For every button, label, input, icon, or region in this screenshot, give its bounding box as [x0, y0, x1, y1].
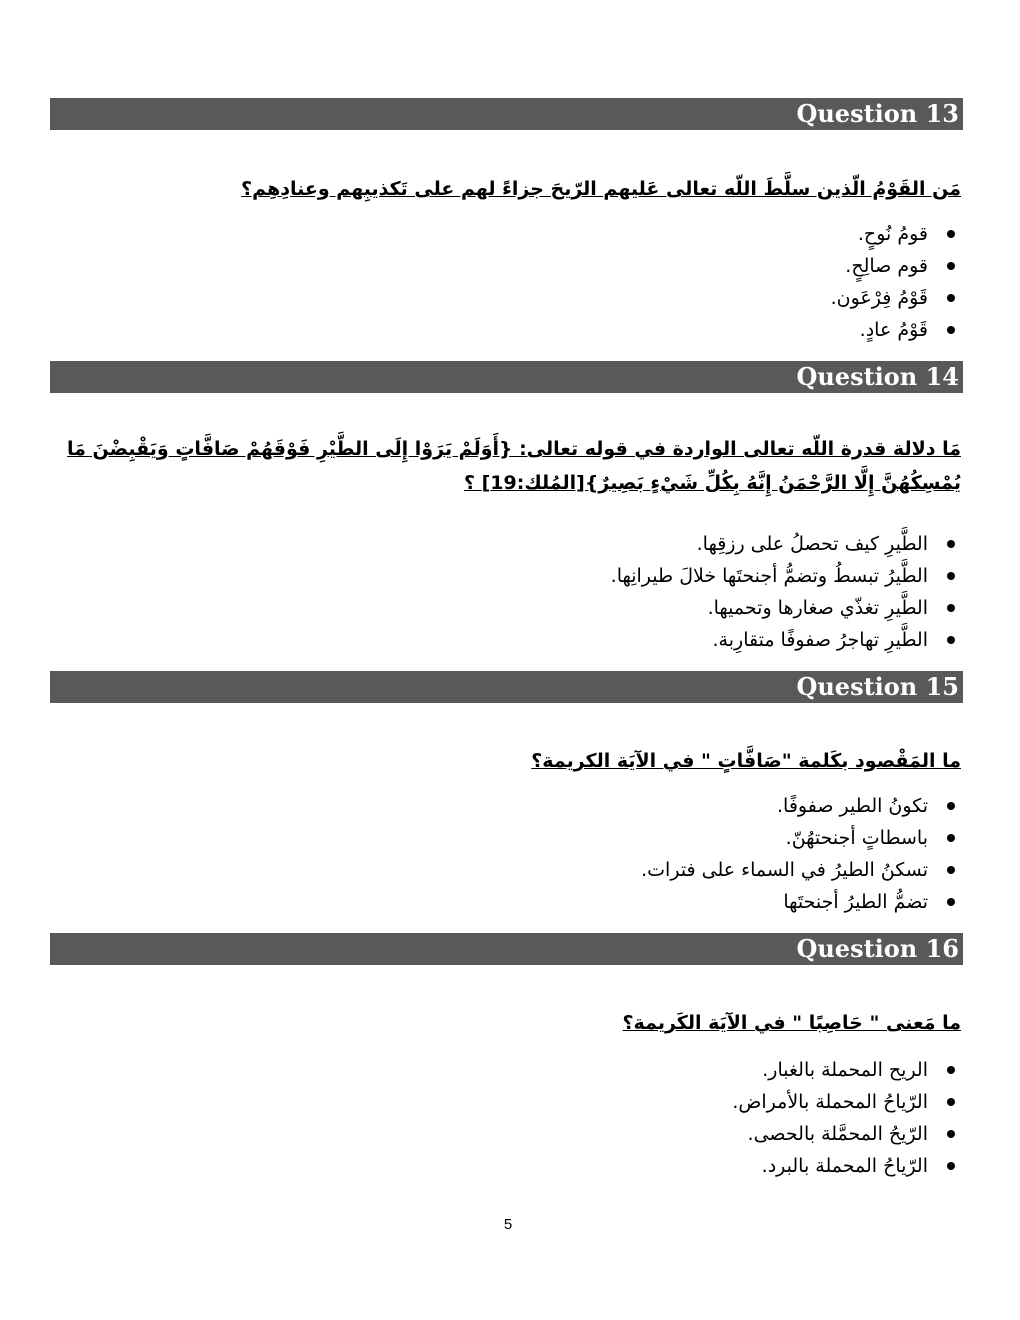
option [228, 854, 928, 886]
option-text: قوم صالِحٍ. [845, 255, 928, 277]
option [228, 1086, 928, 1118]
question-15-prompt [50, 744, 961, 778]
bullet-icon [947, 1066, 955, 1074]
option-text: الطَّيرِ كيف تحصلُ على رزقِها. [696, 533, 928, 555]
question-16-options [228, 1054, 928, 1182]
option-text: الرّياحُ المحملة بالأمراض. [732, 1091, 928, 1113]
option-text: تضمُّ الطيرُ أجنحتَها [783, 891, 928, 913]
bullet-icon [947, 326, 955, 334]
question-14-options [228, 528, 928, 656]
bullet-icon [947, 604, 955, 612]
page-number: 5 [503, 1216, 513, 1233]
option [228, 1054, 928, 1086]
question-13-prompt [50, 172, 961, 206]
option-text: قَوْمُ عادٍ. [859, 319, 928, 341]
question-15-options [228, 790, 928, 918]
option-text: الطَّيرُ تبسطُ وتضمُّ أجنحتَها خلالَ طيرانِها. [610, 565, 928, 587]
bullet-icon [947, 294, 955, 302]
bullet-icon [947, 866, 955, 874]
option [228, 282, 928, 314]
option-text: تكونُ الطير صفوفًا. [777, 795, 928, 817]
question-13-header: Question 13 [50, 98, 963, 130]
option-text: الطَّيرِ تهاجرُ صفوفًا متقارِبة. [712, 629, 928, 651]
question-15-header: Question 15 [50, 671, 963, 703]
question-16-prompt-text: ما مَعنى " حَاصِبًا " في الآيَة الكَريمة؟ [622, 1012, 961, 1034]
option [228, 822, 928, 854]
question-14-prompt [50, 432, 961, 500]
option [228, 886, 928, 918]
bullet-icon [947, 1098, 955, 1106]
option [228, 218, 928, 250]
option-text: قَوْمُ فِرْعَون. [830, 287, 928, 309]
option-text: الرّيحُ المحمَّلة بالحصى. [747, 1123, 928, 1145]
bullet-icon [947, 834, 955, 842]
option [228, 592, 928, 624]
option-text: قومُ نُوحٍ. [857, 223, 928, 245]
option [228, 1150, 928, 1182]
bullet-icon [947, 230, 955, 238]
option [228, 314, 928, 346]
option [228, 528, 928, 560]
question-16-header: Question 16 [50, 933, 963, 965]
question-13-prompt-text: مَن القَوْمُ الّذين سلَّطَ اللّه تعالى عَليهم الرّيحَ جزاءً لهم على تَكذيبِهم وعنادِهِم؟ [241, 178, 961, 200]
option [228, 560, 928, 592]
bullet-icon [947, 1162, 955, 1170]
question-14-prompt-text: مَا دلالة قدرة اللّه تعالى الواردة في قوله تعالى: {أَوَلَمْ يَرَوْا إِلَى الطَّيْرِ فَوْقَهُمْ صَافَّاتٍ وَيَقْبِضْنَ مَا يُمْسِكُهُنَّ إِلَّا الرَّحْمَنُ إِنَّهُ بِكُلِّ شَيْءٍ بَصِيرٌ}[المُلك:19] ؟ [67, 438, 961, 494]
bullet-icon [947, 802, 955, 810]
option-text: الرّياحُ المحملة بالبرد. [761, 1155, 928, 1177]
question-14-header: Question 14 [50, 361, 963, 393]
option-text: الطَّيرِ تغذّي صغارها وتحميها. [707, 597, 928, 619]
bullet-icon [947, 898, 955, 906]
question-15-prompt-text: ما المَقْصود بكَلمة "صَافَّاتٍ " في الآيَة الكريمة؟ [531, 750, 961, 772]
bullet-icon [947, 540, 955, 548]
bullet-icon [947, 636, 955, 644]
option [228, 250, 928, 282]
question-13-options [228, 218, 928, 346]
option-text: الريح المحملة بالغبار. [762, 1059, 928, 1081]
option [228, 790, 928, 822]
bullet-icon [947, 572, 955, 580]
bullet-icon [947, 1130, 955, 1138]
option-text: تسكنُ الطيرُ في السماء على فترات. [641, 859, 928, 881]
bullet-icon [947, 262, 955, 270]
option [228, 1118, 928, 1150]
question-16-prompt [50, 1006, 961, 1040]
option [228, 624, 928, 656]
option-text: باسطاتٍ أجنحتهُنّ. [785, 827, 928, 849]
